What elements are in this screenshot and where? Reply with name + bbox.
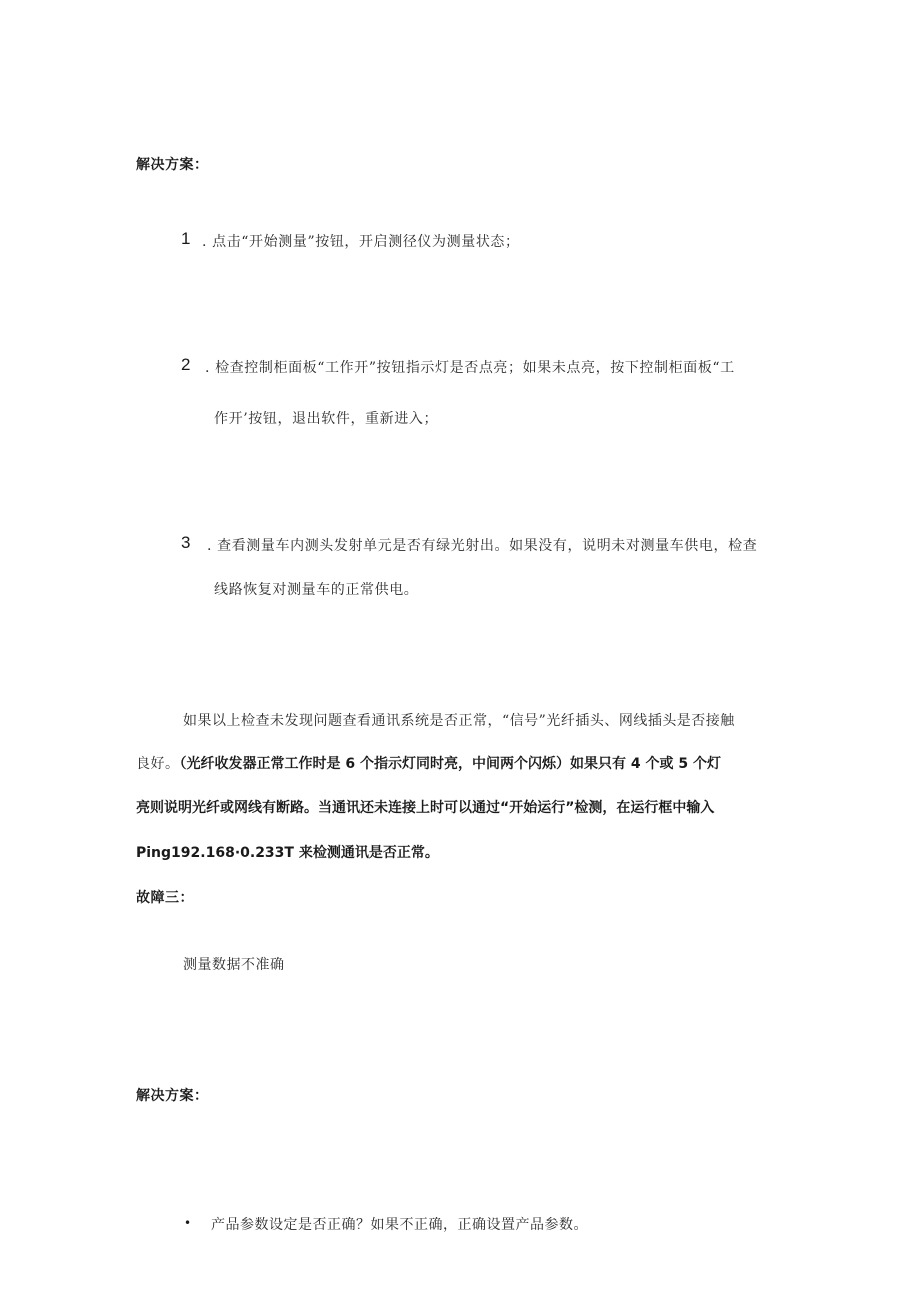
bullet-icon: • [184,1216,192,1230]
solution-heading-2: 解决方案： [136,1088,209,1104]
paragraph-line-1: 如果以上检查未发现问题查看通讯系统是否正常，“信号”光纤插头、网线插头是否接触 [183,713,735,729]
list-number-1: 1 [181,229,193,248]
paragraph-line-2-plain: 良好。 [136,756,180,772]
paragraph-line-4: Ping192.168·0.233T 来检测通讯是否正常。 [136,845,439,861]
list-item-3-text-line1: . 查看测量车内测头发射单元是否有绿光射出。如果没有，说明未对测量车供电，检查 [207,538,758,554]
list-item-2-text-line2: 作开’按钮，退出软件，重新进入； [214,411,439,427]
fault-heading: 故障三： [136,890,194,906]
list-item-2-text-line1: . 检查控制柜面板“工作开”按钮指示灯是否点亮；如果未点亮，按下控制柜面板“工 [205,360,735,376]
paragraph-line-2-bold: （光纤收发器正常工作时是 6 个指示灯同时亮，中间两个闪烁）如果只有 4 个或 5 个灯 [179,756,721,772]
paragraph-line-2 [136,753,721,773]
solution-heading: 解决方案： [136,157,209,173]
list-item-1-text: . 点击“开始测量”按钮，开启测径仪为测量状态； [202,234,520,250]
fault-description: 测量数据不准确 [183,957,285,973]
bullet-item-text: 产品参数设定是否正确？如果不正确，正确设置产品参数。 [211,1217,588,1233]
paragraph-line-3: 亮则说明光纤或网线有断路。当通讯还未连接上时可以通过“开始运行”检测，在运行框中输入 [136,800,715,816]
list-item-3-text-line2: 线路恢复对测量车的正常供电。 [214,582,419,598]
list-number-3: 3 [181,533,193,552]
list-number-2: 2 [181,355,193,374]
